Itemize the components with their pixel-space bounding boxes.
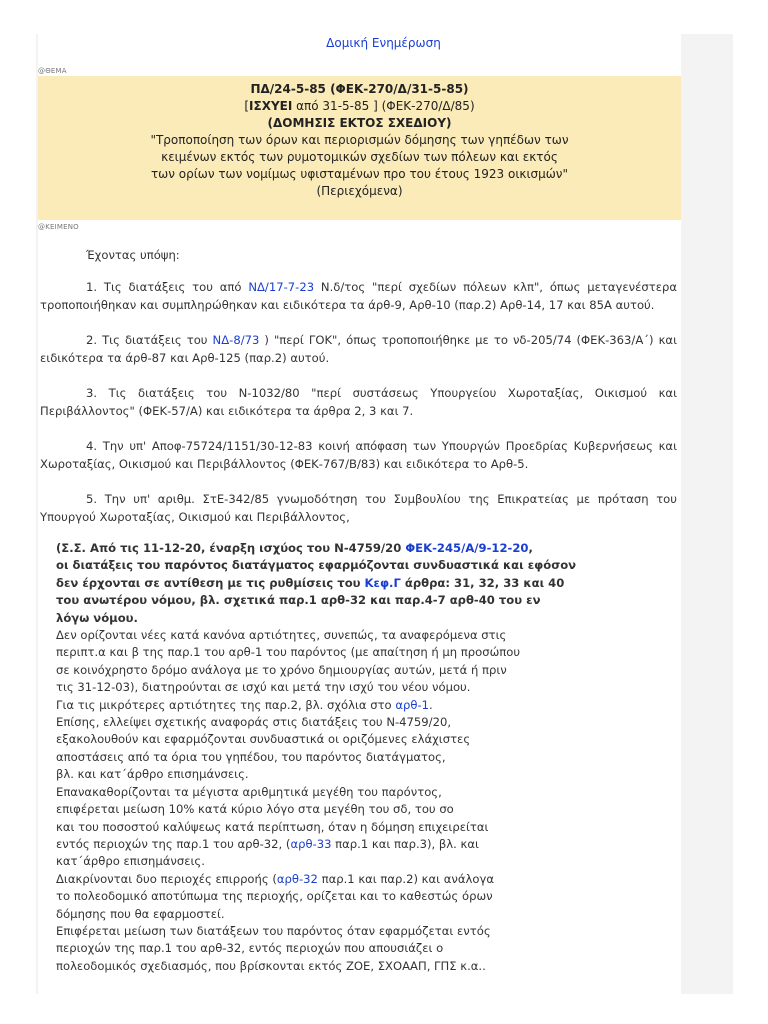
contents-label: (Περιεχόμενα) xyxy=(316,184,403,198)
note-line-1: Δεν ορίζονται νέες κατά κανόνα αρτιότητες, συνεπώς, τα αναφερόμενα στις xyxy=(56,628,507,643)
note-line-15 xyxy=(56,871,576,888)
note-bold-line-5: λόγω νόμου. xyxy=(56,610,138,625)
note-line-16: το πολεοδομικό αποτύπωμα της περιοχής, ορίζεται και το καθεστώς όρων xyxy=(56,889,493,904)
p1-text-a: 1. Τις διατάξεις του από xyxy=(86,280,249,294)
law-category: (ΔΟΜΗΣΙΣ ΕΚΤΟΣ ΣΧΕΔΙΟΥ) xyxy=(267,116,452,130)
law-body xyxy=(40,246,677,543)
note-line-10: Επανακαθορίζονται τα μέγιστα αριθμητικά μεγέθη του παρόντος, xyxy=(56,784,442,799)
note-line-8: αποστάσεις από τα όρια του γηπέδου, του παρόντος διατάγματος, xyxy=(56,749,446,764)
note-line-4: τις 31-12-03), διατηρούνται σε ισχύ και μετά την ισχύ του νέου νόμου. xyxy=(56,680,471,695)
link-nd-17-7-23[interactable]: ΝΔ/17-7-23 xyxy=(248,280,315,294)
theme-tag: @ΘΕΜΑ xyxy=(38,67,67,75)
law-id: ΠΔ/24-5-85 (ΦΕΚ-270/Δ/31-5-85) xyxy=(250,82,469,96)
note-line-14: κατ΄άρθρο επισημάνσεις. xyxy=(56,854,205,869)
note-bold-line-2: οι διατάξεις του παρόντος διατάγματος εφαρμόζονται συνδυαστικά και εφόσον xyxy=(56,558,577,573)
editor-note xyxy=(56,540,576,975)
note-line-19: περιοχών της παρ.1 του αρθ-32, εντός περιοχών που απουσιάζει ο xyxy=(56,941,444,956)
link-arth-32[interactable]: αρθ-32 xyxy=(276,871,318,886)
note-line-17: δόμησης που θα εφαρμοστεί. xyxy=(56,906,225,921)
note-bold-line-1 xyxy=(56,540,576,557)
note-b1-a: (Σ.Σ. Από τις 11-12-20, έναρξη ισχύος του Ν-4759/20 xyxy=(56,541,406,555)
paragraph-5: 5. Την υπ' αριθμ. ΣτΕ-342/85 γνωμοδότηση του Συμβουλίου της Επικρατείας με πρόταση του Υπουργού Χωροταξίας, Οικισμού και Περιβάλλοντος, xyxy=(40,492,677,524)
law-header xyxy=(38,76,681,220)
status-valid: ΙΣΧΥΕΙ xyxy=(249,99,293,113)
note-line-20: πολεοδομικός σχεδιασμός, που βρίσκονται εκτός ΖΟΕ, ΣΧΟΑΑΠ, ΓΠΣ κ.α.. xyxy=(56,958,486,973)
note-line-18: Επιφέρεται μείωση των διατάξεων του παρόντος όταν εφαρμόζεται εντός xyxy=(56,923,491,938)
note-line-9: βλ. και κατ΄άρθρο επισημάνσεις. xyxy=(56,767,249,782)
text-tag: @ΚΕΙΜΕΝΟ xyxy=(38,223,79,231)
status-bracket: [ xyxy=(244,99,250,113)
law-title-line-3: των ορίων των νομίμως υφισταμένων προ του έτους 1923 οικισμών" xyxy=(150,167,569,181)
note-bold-line-3 xyxy=(56,575,576,592)
note-n13-b: παρ.1 και παρ.3), βλ. και xyxy=(331,836,479,851)
note-line-3: σε κοινόχρηστο δρόμο ανάλογα με το χρόνο δημιουργίας αυτών, μετά ή πριν xyxy=(56,662,507,677)
p2-text-b: ) "περί ΓΟΚ", όπως τροποποιήθηκε με το νδ-205/74 (ΦΕΚ-363/Α΄) και ειδικότερα τα άρθ-87 και Αρθ-125 (παρ.2) αυτού. xyxy=(40,333,678,365)
note-bold-line-4: του ανωτέρου νόμου, βλ. σχετικά παρ.1 αρθ-32 και παρ.4-7 αρθ-40 του εν xyxy=(56,593,541,608)
law-status xyxy=(38,98,681,115)
paragraph-3: 3. Τις διατάξεις του Ν-1032/80 "περί συστάσεως Υπουργείου Χωροταξίας, Οικισμού και Περιβάλλοντος" (ΦΕΚ-57/Α) και ειδικότερα τα άρθρα 2, 3 και 7. xyxy=(40,386,677,418)
note-line-2: περιπτ.α και β της παρ.1 του αρθ-1 του παρόντος (με απαίτηση ή μη προσώπου xyxy=(56,645,521,660)
paragraph-4: 4. Την υπ' Αποφ-75724/1151/30-12-83 κοινή απόφαση των Υπουργών Προεδρίας Κυβερνήσεως και Χωροταξίας, Οικισμού και Περιβάλλοντος (ΦΕΚ-767/Β/83) και ειδικότερα το Αρθ-5. xyxy=(40,439,677,471)
site-title-link[interactable]: Δομική Ενημέρωση xyxy=(326,36,441,50)
note-n5-a: Για τις μικρότερες αρτιότητες της παρ.2, βλ. σχόλια στο xyxy=(56,697,396,712)
note-line-12: και του ποσοστού καλύψεως κατά περίπτωση, όταν η δόμηση επιχειρείται xyxy=(56,819,489,834)
note-line-11: επιφέρεται μείωση 10% κατά κύριο λόγο στα μεγέθη του σδ, του σο xyxy=(56,802,454,817)
link-fek-245[interactable]: ΦΕΚ-245/Α/9-12-20 xyxy=(405,541,529,555)
link-arth-1[interactable]: αρθ-1 xyxy=(395,697,429,712)
p1-text-b: Ν.δ/τος "περί σχεδίων πόλεων κλπ", όπως μεταγενέστερα τροποποιήθηκαν και συμπληρώθηκαν και ειδικότερα τα άρθ-9, Αρθ-10 (παρ.2) Αρθ-14, 17 και 85Α αυτού. xyxy=(40,280,677,312)
note-n15-a: Διακρίνονται δυο περιοχές επιρροής ( xyxy=(56,871,277,886)
note-b1-b: , xyxy=(528,541,533,555)
note-b3-b: άρθρα: 31, 32, 33 και 40 xyxy=(400,575,565,590)
status-rest: από 31-5-85 ] (ΦΕΚ-270/Δ/85) xyxy=(292,99,475,113)
law-title-line-1: "Τροποποίηση των όρων και περιορισμών δόμησης των γηπέδων των xyxy=(150,133,569,147)
note-line-13 xyxy=(56,836,576,853)
link-kef-g[interactable]: Κεφ.Γ xyxy=(364,575,401,590)
paragraph-2 xyxy=(40,331,677,367)
note-n15-b: παρ.1 και παρ.2) και ανάλογα xyxy=(317,871,494,886)
intro-paragraph: Έχοντας υπόψη: xyxy=(86,248,180,262)
note-n5-b: . xyxy=(429,697,433,712)
site-title xyxy=(38,34,729,52)
note-b3-a: δεν έρχονται σε αντίθεση με τις ρυθμίσεις του xyxy=(56,575,365,590)
link-arth-33[interactable]: αρθ-33 xyxy=(290,836,332,851)
law-title-line-2: κειμένων εκτός των ρυμοτομικών σχεδίων των πόλεων και εκτός xyxy=(161,150,558,164)
note-line-6: Επίσης, ελλείψει σχετικής αναφοράς στις διατάξεις του Ν-4759/20, xyxy=(56,715,452,730)
paragraph-1 xyxy=(40,278,677,314)
p2-text-a: 2. Τις διατάξεις του xyxy=(86,333,213,347)
note-line-7: εξακολουθούν και εφαρμόζονται συνδυαστικά οι οριζόμενες ελάχιστες xyxy=(56,732,471,747)
link-nd-8-73[interactable]: ΝΔ-8/73 xyxy=(212,333,260,347)
note-n13-a: εντός περιοχών της παρ.1 του αρθ-32, ( xyxy=(56,836,291,851)
note-line-5 xyxy=(56,697,576,714)
